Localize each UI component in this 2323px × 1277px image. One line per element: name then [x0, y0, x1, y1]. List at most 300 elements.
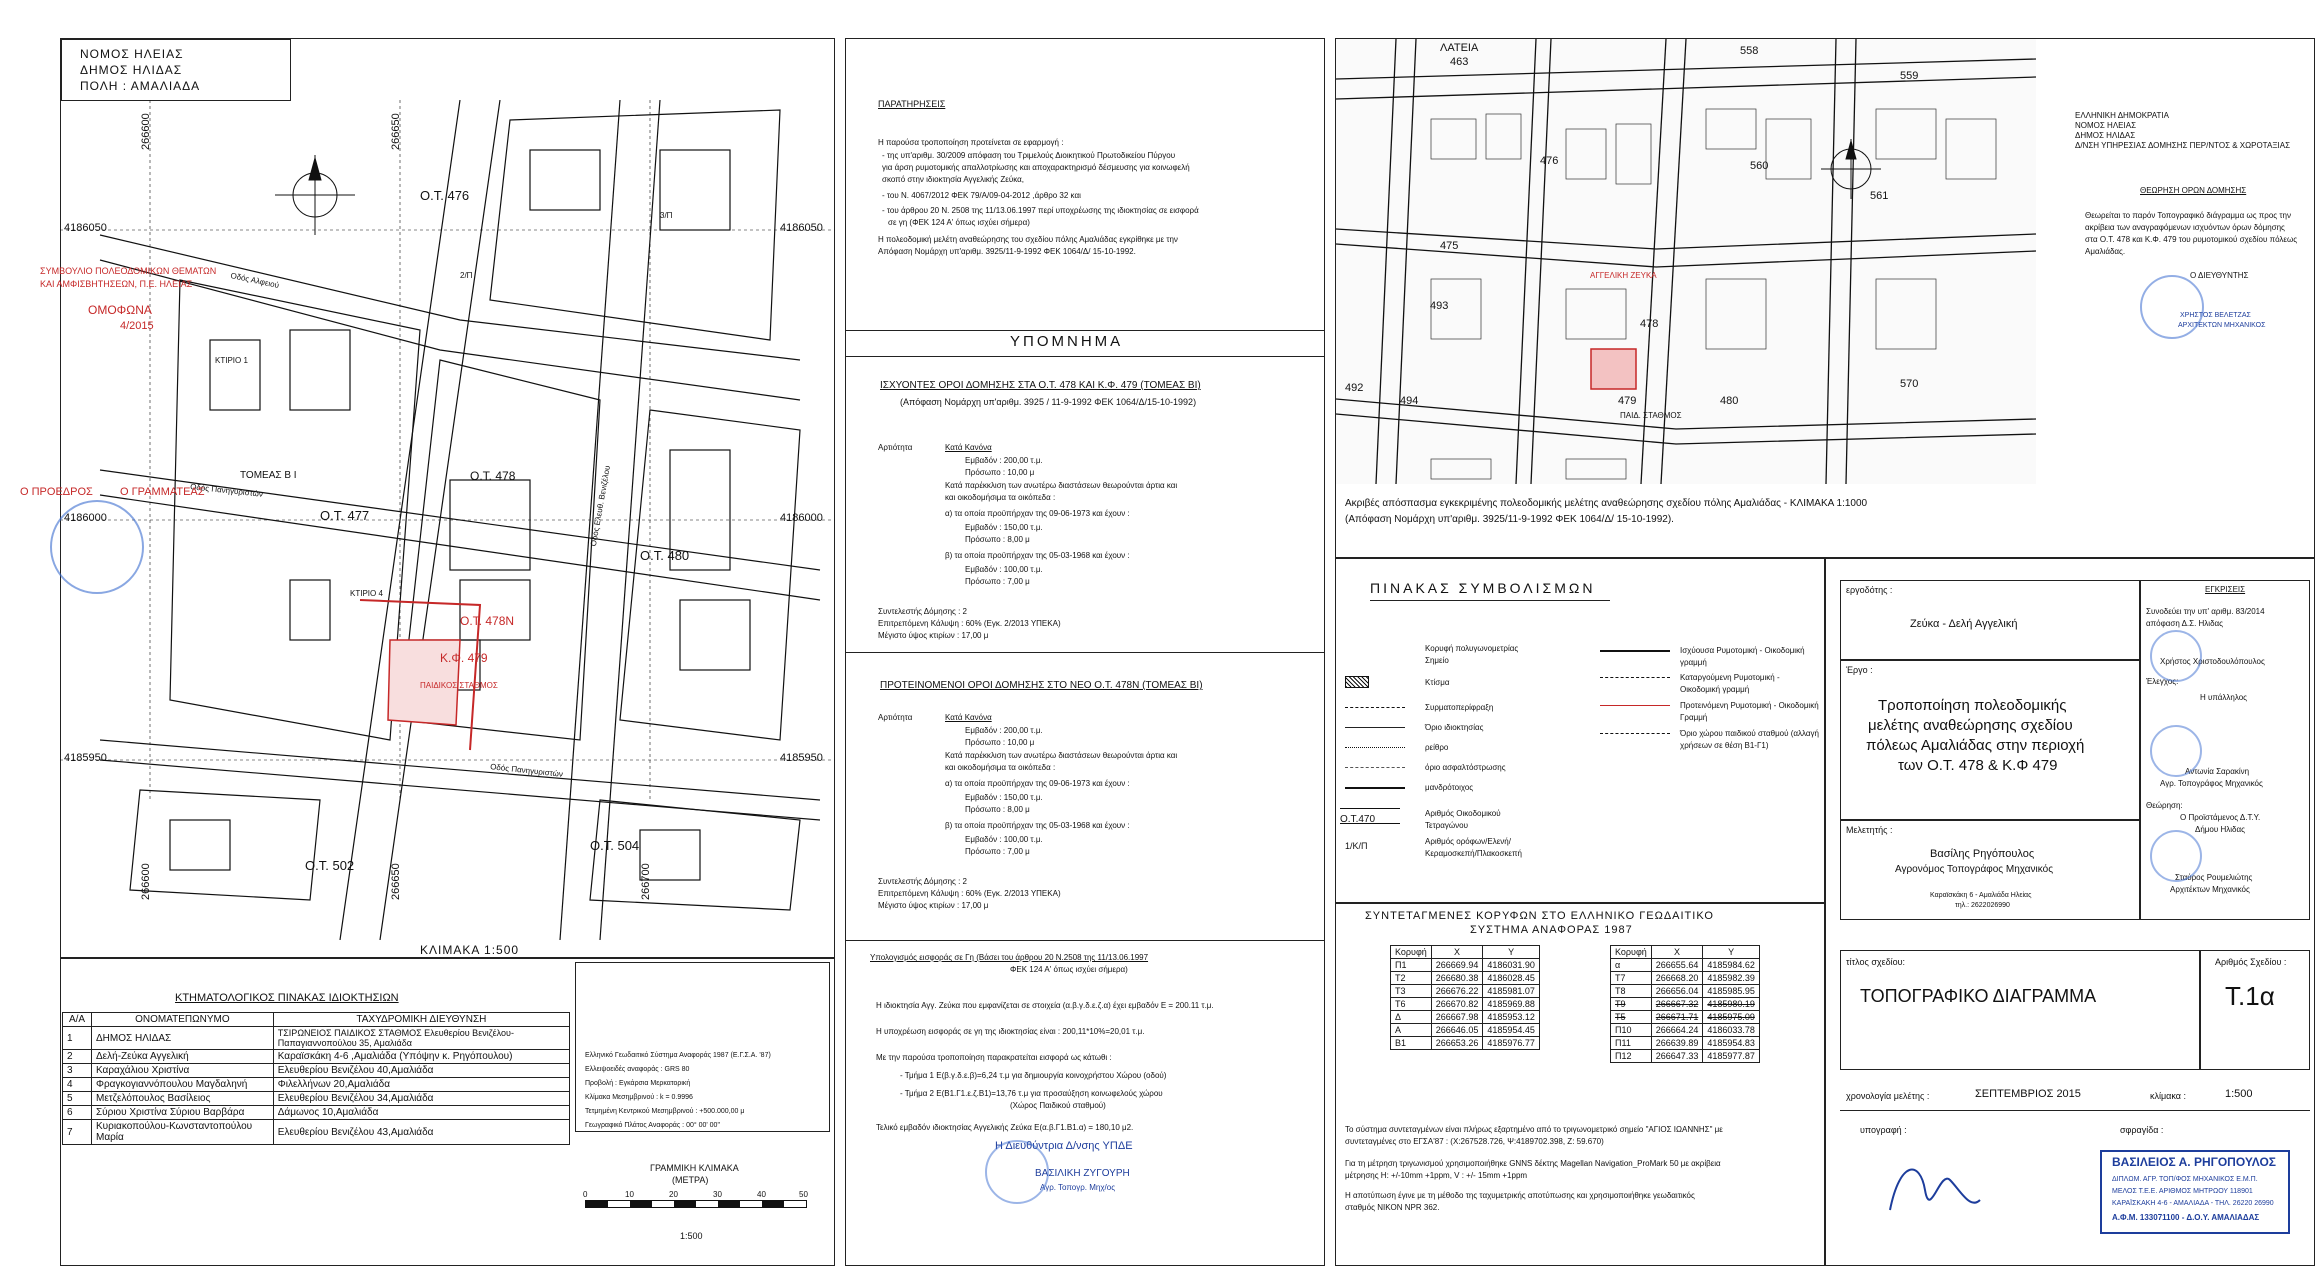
cell: 4185981.07 [1483, 985, 1540, 998]
cell: 4185953.12 [1483, 1011, 1540, 1024]
cell: 266671.71 [1651, 1011, 1703, 1024]
linear-scale-unit: (ΜΕΤΡΑ) [672, 1175, 709, 1185]
proposed-line: Εμβαδόν : 100,00 τ.μ. [965, 835, 1043, 844]
authority-line: ΔΗΜΟΣ ΗΛΙΔΑΣ [2075, 131, 2136, 140]
cell: 266667.98 [1431, 1011, 1483, 1024]
table-row [1391, 998, 1540, 1011]
col-header: Α/Α [63, 1013, 92, 1027]
drawing-title-label: τίτλος σχεδίου: [1846, 957, 1906, 967]
cell: 266667.32 [1651, 998, 1703, 1011]
block-label: Ο.Τ. 478 [470, 469, 516, 483]
table-row [1611, 1050, 1760, 1063]
excerpt-street: ΛΑΤΕΙΑ [1440, 42, 1479, 54]
coords-title: ΣΥΝΤΕΤΑΓΜΕΝΕΣ ΚΟΡΥΦΩΝ ΣΤΟ ΕΛΛΗΝΙΚΟ ΓΕΩΔΑΙΤΙΚΟ [1365, 910, 1714, 922]
contribution-title: Υπολογισμός εισφοράς σε Γη (Βάσει του άρθρου 20 Ν.2508 της 11/13.06.1997 [870, 953, 1149, 962]
symbol-label: Κτίσμα [1425, 678, 1450, 687]
council-stamp: Ο ΓΡΑΜΜΑΤΕΑΣ [120, 486, 205, 498]
map-header-nomos: ΝΟΜΟΣ ΗΛΕΙΑΣ [80, 47, 184, 61]
contribution-line: - Τμήμα 2 Ε(Β1.Γ1.ε.ζ.Β1)=13,76 τ.μ για προσαύξηση κοινωφελούς χώρου [900, 1089, 1163, 1098]
excerpt-block-number: 570 [1900, 378, 1919, 390]
study-date: ΣΕΠΤΕΜΒΡΙΟΣ 2015 [1975, 1088, 2081, 1100]
existing-sub: (Απόφαση Νομάρχη υπ'αριθμ. 3925 / 11-9-1992 ΦΕΚ 1064/Δ/15-10-1992) [900, 397, 1197, 407]
col-header: Κορυφή [1611, 946, 1652, 959]
symbol-building-sample [1345, 676, 1369, 688]
grid-y-label: 4186050 [64, 222, 107, 234]
grid-x-label: 266650 [390, 863, 402, 900]
notes-line: - του άρθρου 20 Ν. 2508 της 11/13.06.1997 περί υποχρέωσης της ιδιοκτησίας σε εισφορά [882, 206, 1199, 215]
block-label: Ο.Τ. 477 [320, 508, 370, 523]
table-row [63, 1106, 570, 1120]
block-label: Ο.Τ. 502 [305, 858, 355, 873]
council-stamp: ΟΜΟΦΩΝΑ [88, 303, 152, 317]
drawing-title-box [1840, 950, 2200, 1070]
kindergarten-label: ΠΑΙΔΙΚΟΣ ΣΤΑΘΜΟΣ [420, 681, 498, 690]
table-header-row [1391, 946, 1540, 959]
approval-line: Ο Προϊστάμενος Δ.Τ.Υ. [2180, 813, 2261, 822]
authority-line: ακρίβεια των αναγραφόμενων ισχυόντων όρων δόμησης [2085, 223, 2285, 232]
designer-title: Αγρονόμος Τοπογράφος Μηχανικός [1895, 864, 2054, 875]
scale-tick: 0 [583, 1190, 588, 1199]
contribution-line: Η ιδιοκτησία Αγγ. Ζεύκα που εμφανίζεται σε στοιχεία (α.β.γ.δ.ε.ζ.α) έχει εμβαδόν Ε = 200.11 τ.μ. [876, 1001, 1214, 1010]
symbol-label: όριο ασφαλτόστρωσης [1425, 763, 1506, 772]
col-header: ΟΝΟΜΑΤΕΠΩΝΥΜΟ [92, 1013, 274, 1027]
table-row [1611, 1024, 1760, 1037]
table-row [1391, 959, 1540, 972]
symbol-label: Προτεινόμενη Ρυμοτομική - Οικοδομική Γραμμή [1680, 701, 1819, 722]
director-signature: ΒΑΣΙΛΙΚΗ ΖΥΓΟΥΡΗ [1035, 1168, 1130, 1179]
col-header: Υ [1703, 946, 1760, 959]
cell: Καραχάλιου Χριστίνα [92, 1064, 274, 1078]
table-row [63, 1027, 570, 1050]
contribution-line: - Τμήμα 1 Ε(β.γ.δ.ε.β)=6,24 τ.μ για δημιουργία κοινοχρήστου Χώρου (οδού) [900, 1071, 1167, 1080]
linear-scale-bar [585, 1200, 807, 1208]
table-row [63, 1078, 570, 1092]
symbols-title: ΠΙΝΑΚΑΣ ΣΥΜΒΟΛΙΣΜΩΝ [1370, 580, 1596, 596]
excerpt-block-number: 558 [1740, 45, 1759, 57]
divider [845, 330, 1325, 331]
cell: 4185980.19 [1703, 998, 1760, 1011]
excerpt-caption: (Απόφαση Νομάρχη υπ'αριθμ. 3925/11-9-1992 ΦΕΚ 1064/Δ/ 15-10-1992). [1345, 514, 1674, 525]
project-label: Έργο : [1846, 665, 1873, 675]
existing-line: Επιτρεπόμενη Κάλυψη : 60% (Εγκ. 2/2013 ΥΠΕΚΑ) [878, 619, 1061, 628]
cell: 266656.04 [1651, 985, 1703, 998]
council-stamp: ΚΑΙ ΑΜΦΙΣΒΗΤΗΣΕΩΝ, Π.Ε. ΗΛΕΙΑΣ [40, 279, 193, 289]
seal-text: ΔΙΠΛΩΜ. ΑΓΡ. ΤΟΠ/ΦΟΣ ΜΗΧΑΝΙΚΟΣ Ε.Μ.Π. [2112, 1176, 2258, 1183]
coords-title: ΣΥΣΤΗΜΑ ΑΝΑΦΟΡΑΣ 1987 [1470, 924, 1633, 936]
col-header: ΤΑΧΥΔΡΟΜΙΚΗ ΔΙΕΥΘΥΝΣΗ [273, 1013, 569, 1027]
proposed-line: Μέγιστο ύψος κτιρίων : 17,00 μ [878, 901, 989, 910]
grid-y-label: 4185950 [780, 752, 823, 764]
cell: Τ6 [1391, 998, 1432, 1011]
table-row [1611, 1011, 1760, 1024]
project-title: μελέτης αναθεώρησης σχεδίου [1868, 717, 2073, 734]
contribution-line: Η υποχρέωση εισφοράς σε γη της ιδιοκτησίας είναι : 200,11*10%=20,01 τ.μ. [876, 1027, 1145, 1036]
excerpt-block-number: 463 [1450, 56, 1469, 68]
symbol-line [1345, 767, 1405, 768]
cell: Καραϊσκάκη 4-6 ,Αμαλιάδα (Υπόψην κ. Ρηγόπουλου) [273, 1050, 569, 1064]
cell: Ελευθερίου Βενιζέλου 40,Αμαλιάδα [273, 1064, 569, 1078]
geodetic-line: Κλίμακα Μεσημβρινού : k = 0.9996 [585, 1094, 693, 1101]
symbol-line [1600, 733, 1670, 734]
proposed-line: Εμβαδόν : 150,00 τ.μ. [965, 793, 1043, 802]
table-row [63, 1120, 570, 1145]
notes-line: - του Ν. 4067/2012 ΦΕΚ 79/Α/09-04-2012 ,άρθρο 32 και [882, 191, 1081, 200]
notes-line: σκοπό στην ιδιοκτησία Αγγελικής Ζεύκα, [882, 175, 1024, 184]
cell: 4185954.45 [1483, 1024, 1540, 1037]
building-label: 2/Π [460, 271, 473, 280]
proposed-line: Πρόσωπο : 8,00 μ [965, 805, 1030, 814]
contribution-title2: ΦΕΚ 124 Α' όπως ισχύει σήμερα) [1010, 965, 1128, 974]
cell: Σύριου Χριστίνα Σύριου Βαρβάρα [92, 1106, 274, 1120]
block-label: Κ.Φ. 479 [440, 651, 488, 665]
authority-line: Αμαλιάδας. [2085, 247, 2126, 256]
proposed-line: Κατά παρέκκλιση των ανωτέρω διαστάσεων θεωρούνται άρτια και [945, 751, 1178, 760]
block-label: Ο.Τ. 476 [420, 188, 470, 203]
notes-line: για άρση ρυμοτομικής απαλλοτρίωσης και αποχαρακτηρισμό δέσμευσης για κοινωφελή [882, 163, 1190, 172]
designer-name: Βασίλης Ρηγόπουλος [1930, 848, 2035, 860]
excerpt-block-number: 560 [1750, 160, 1769, 172]
existing-line: Κατά Κανόνα [945, 443, 992, 452]
client-name: Ζεύκα - Δελή Αγγελική [1910, 618, 2018, 630]
coords-table-left [1390, 945, 1540, 1050]
cell: 266653.26 [1431, 1037, 1483, 1050]
authority-seal [2140, 275, 2204, 339]
cell: Π11 [1611, 1037, 1652, 1050]
table-row [63, 1064, 570, 1078]
symbol-ot-sample [1340, 808, 1400, 824]
symbol-label: Κορυφή πολυγωνομετρίας [1425, 644, 1519, 653]
existing-line: Μέγιστο ύψος κτιρίων : 17,00 μ [878, 631, 989, 640]
cell: Δάμωνος 10,Αμαλιάδα [273, 1106, 569, 1120]
cell: Α [1391, 1024, 1432, 1037]
cell: 4 [63, 1078, 92, 1092]
grid-x-label: 266700 [640, 863, 652, 900]
cell: Τ2 [1391, 972, 1432, 985]
cell: 4185954.83 [1703, 1037, 1760, 1050]
divider [1840, 1110, 2310, 1111]
authority-director-title: ΑΡΧΙΤΕΚΤΩΝ ΜΗΧΑΝΙΚΟΣ [2178, 322, 2266, 329]
symbol-line [1345, 747, 1405, 748]
existing-line: Πρόσωπο : 7,00 μ [965, 577, 1030, 586]
cell: 266655.64 [1651, 959, 1703, 972]
director-signature: Η Διευθύντρια Δ/νσης ΥΠΔΕ [995, 1140, 1133, 1152]
table-row [1391, 1011, 1540, 1024]
grid-x-label: 266650 [390, 113, 402, 150]
table-row [1391, 1024, 1540, 1037]
map-header-poli: ΠΟΛΗ : ΑΜΑΛΙΑΔΑ [80, 79, 201, 93]
col-header: Χ [1651, 946, 1703, 959]
table-header-row [63, 1013, 570, 1027]
scale-tick: 10 [625, 1190, 634, 1199]
linear-scale-title: ΓΡΑΜΜΙΚΗ ΚΛΙΜΑΚΑ [650, 1163, 739, 1173]
cell: 2 [63, 1050, 92, 1064]
seal-text: ΚΑΡΑΪΣΚΑΚΗ 4-6 - ΑΜΑΛΙΑΔΑ - ΤΗΛ. 26220 26990 [2112, 1200, 2274, 1207]
existing-line: Εμβαδόν : 200,00 τ.μ. [965, 456, 1043, 465]
existing-line: Συντελεστής Δόμησης : 2 [878, 607, 968, 616]
divider [1370, 600, 1610, 601]
excerpt-block-number: 493 [1430, 300, 1449, 312]
approvals-title: ΕΓΚΡΙΣΕΙΣ [2205, 585, 2246, 594]
linear-scale-ratio: 1:500 [680, 1231, 703, 1241]
cell: 266646.05 [1431, 1024, 1483, 1037]
designer-signature [1880, 1150, 1990, 1230]
authority-line: ΕΛΛΗΝΙΚΗ ΔΗΜΟΚΡΑΤΙΑ [2075, 111, 2169, 120]
col-header: Υ [1483, 946, 1540, 959]
cell: 7 [63, 1120, 92, 1145]
existing-line: Πρόσωπο : 10,00 μ [965, 468, 1035, 477]
scale-tick: 40 [757, 1190, 766, 1199]
proposed-line: Εμβαδόν : 200,00 τ.μ. [965, 726, 1043, 735]
approval-line: Έλεγχος: [2146, 677, 2179, 686]
seal-label: σφραγίδα : [2120, 1125, 2164, 1135]
authority-director-name: ΧΡΗΣΤΟΣ ΒΕΛΕΤΖΑΣ [2180, 312, 2251, 319]
geodetic-line: Ελληνικό Γεωδαιτικό Σύστημα Αναφοράς 1987 (Ε.Γ.Σ.Α. '87) [585, 1052, 771, 1059]
cell: Ελευθερίου Βενιζέλου 34,Αμαλιάδα [273, 1092, 569, 1106]
council-seal [50, 500, 144, 594]
project-title: Τροποποίηση πολεοδομικής [1878, 697, 2067, 714]
coords-table-right [1610, 945, 1760, 1063]
table-row [1611, 998, 1760, 1011]
symbol-label: Σημείο [1425, 656, 1449, 665]
designer-address: Καραϊσκάκη 6 - Αμαλιάδα Ηλείας [1930, 892, 2032, 899]
approval-line: Δήμου Ηλιδας [2195, 825, 2245, 834]
symbol-label: ρείθρο [1425, 743, 1449, 752]
seal-text: ΒΑΣΙΛΕΙΟΣ Α. ΡΗΓΟΠΟΥΛΟΣ [2112, 1155, 2276, 1169]
proposed-line: Πρόσωπο : 7,00 μ [965, 847, 1030, 856]
table-row [63, 1050, 570, 1064]
grid-y-label: 4185950 [64, 752, 107, 764]
excerpt-map [1336, 39, 2036, 484]
notes-line: Η πολεοδομική μελέτη αναθεώρησης του σχεδίου πόλης Αμαλιάδας εγκρίθηκε με την [878, 235, 1178, 244]
building-label: ΚΤΙΡΙΟ 4 [350, 589, 383, 598]
symbol-label: Αριθμός ορόφων/Ελενή/ Κεραμοσκεπή/Πλακοσκεπή [1425, 837, 1522, 858]
cell: 266647.33 [1651, 1050, 1703, 1063]
proposed-line: α) τα οποία προϋπήρχαν της 09-06-1973 και έχουν : [945, 779, 1130, 788]
cell: Π1 [1391, 959, 1432, 972]
proposed-line: Κατά Κανόνα [945, 713, 992, 722]
scale-tick: 50 [799, 1190, 808, 1199]
existing-line: Κατά παρέκκλιση των ανωτέρω διαστάσεων θεωρούνται άρτια και [945, 481, 1178, 490]
block-label: Ο.Τ. 504 [590, 838, 640, 853]
contribution-line: (Χώρος Παιδικού σταθμού) [1010, 1101, 1106, 1110]
cell: 6 [63, 1106, 92, 1120]
notes-line: Η παρούσα τροποποίηση προτείνεται σε εφαρμογή : [878, 138, 1064, 147]
approval-line: Η υπάλληλος [2200, 693, 2248, 702]
designer-label: Μελετητής : [1846, 825, 1893, 835]
authority-line: στα Ο.Τ. 478 και Κ.Φ. 479 του ρυμοτομικού σχεδίου πόλεως [2085, 235, 2298, 244]
cell: 4185984.62 [1703, 959, 1760, 972]
excerpt-block-number: 561 [1870, 190, 1889, 202]
approval-line: απόφαση Δ.Σ. Ηλιδας [2146, 619, 2224, 628]
geodetic-line: Ελλειψοειδές αναφοράς : GRS 80 [585, 1066, 690, 1073]
block-label: Ο.Τ. 478Ν [460, 614, 515, 628]
cell: 4185969.88 [1483, 998, 1540, 1011]
contribution-line: Τελικό εμβαδόν ιδιοκτησίας Αγγελικής Ζεύκα Ε(α.β.Γ1.Β1.α) = 180,10 μ2. [876, 1123, 1134, 1132]
cell: 266668.20 [1651, 972, 1703, 985]
cell: 1 [63, 1027, 92, 1050]
symbol-line [1345, 727, 1405, 728]
building-label: 3/Π [660, 211, 673, 220]
approval-seal [2150, 630, 2202, 682]
grid-x-label: 266600 [140, 863, 152, 900]
proposed-line: Πρόσωπο : 10,00 μ [965, 738, 1035, 747]
sector-label: ΤΟΜΕΑΣ Β Ι [240, 470, 297, 481]
cell: Δ [1391, 1011, 1432, 1024]
cell: 5 [63, 1092, 92, 1106]
cell: Τ8 [1611, 985, 1652, 998]
designer-phone: τηλ.: 2622026990 [1955, 902, 2010, 909]
cell: Κυριακοπούλου-Κωνσταντοπούλου Μαρία [92, 1120, 274, 1145]
legend-title: ΥΠΟΜΝΗΜΑ [1010, 333, 1124, 350]
cell: 266670.82 [1431, 998, 1483, 1011]
excerpt-block-number: 475 [1440, 240, 1459, 252]
ownership-table [62, 1012, 570, 1145]
approval-line: Χρήστος Χριστοδουλόπουλος [2160, 657, 2265, 666]
cell: Ελευθερίου Βενιζέλου 43,Αμαλιάδα [273, 1120, 569, 1145]
geodetic-line: Γεωγραφικό Πλάτος Αναφοράς : 00° 00' 00" [585, 1122, 720, 1129]
map-scale: ΚΛΙΜΑΚΑ 1:500 [420, 943, 520, 957]
cell: 4185977.87 [1703, 1050, 1760, 1063]
coords-note: μέτρησης Η: +/-10mm +1ppm, V : +/- 15mm +1ppm [1345, 1171, 1528, 1180]
existing-line: Εμβαδόν : 150,00 τ.μ. [965, 523, 1043, 532]
street-label: Οδός Πανηγυριστών [489, 762, 564, 779]
street-label: Οδός Ελευθ. Βενιζέλου [588, 464, 612, 548]
table-row [1611, 985, 1760, 998]
drawing-scale: 1:500 [2225, 1088, 2253, 1100]
divider [845, 652, 1325, 653]
table-row [1391, 972, 1540, 985]
proposed-line: Αρτιότητα [878, 713, 913, 722]
cell: 4185976.77 [1483, 1037, 1540, 1050]
cell: Φιλελλήνων 20,Αμαλιάδα [273, 1078, 569, 1092]
cell: 4186031.90 [1483, 959, 1540, 972]
approval-seal [2150, 725, 2202, 777]
authority-line: Θεωρείται το παρόν Τοπογραφικό διάγραμμα ως προς την [2085, 211, 2291, 220]
scale-tick: 30 [713, 1190, 722, 1199]
table-row [1391, 1037, 1540, 1050]
approval-line: Αρχιτέκτων Μηχανικός [2170, 885, 2250, 894]
cell: Π10 [1611, 1024, 1652, 1037]
authority-line: Δ/ΝΣΗ ΥΠΗΡΕΣΙΑΣ ΔΟΜΗΣΗΣ ΠΕΡ/ΝΤΟΣ & ΧΩΡΟΤΑΞΙΑΣ [2075, 141, 2291, 150]
symbol-label: Όριο χώρου παιδικού σταθμού (αλλαγή χρήσεων σε θέση Β1-Γ1) [1680, 729, 1819, 750]
symbol-line [1600, 705, 1670, 706]
cell: 266664.24 [1651, 1024, 1703, 1037]
excerpt-block-number: 476 [1540, 155, 1559, 167]
cell: Δελή-Ζεύκα Αγγελική [92, 1050, 274, 1064]
excerpt-block-number: 494 [1400, 395, 1419, 407]
grid-y-label: 4186000 [780, 512, 823, 524]
table-row [1611, 959, 1760, 972]
approval-line: Συνοδεύει την υπ' αριθμ. 83/2014 [2146, 607, 2265, 616]
cell: ΔΗΜΟΣ ΗΛΙΔΑΣ [92, 1027, 274, 1050]
street-label: Οδός Πανηγυριστών [189, 482, 264, 499]
existing-line: Εμβαδόν : 100,00 τ.μ. [965, 565, 1043, 574]
cell: 266639.89 [1651, 1037, 1703, 1050]
council-stamp: Ο ΠΡΟΕΔΡΟΣ [20, 486, 93, 498]
table-header-row [1611, 946, 1760, 959]
symbol-label: Συρματοπερίφραξη [1425, 703, 1494, 712]
symbol-label: Ισχύουσα Ρυμοτομική - Οικοδομική γραμμή [1680, 646, 1805, 667]
coords-note: Η αποτύπωση έγινε με τη μέθοδο της ταχυμετρικής αποτύπωσης και χρησιμοποιήθηκε γεωδαιτικός [1345, 1191, 1695, 1200]
coords-note: Για τη μέτρηση τριγωνισμού χρησιμοποιήθηκε GNNS δέκτης Magellan Navigation_ProMark 50 με ακρίβεια [1345, 1159, 1721, 1168]
symbol-line [1345, 707, 1405, 708]
approval-line: Θεώρηση: [2146, 801, 2183, 810]
excerpt-caption: Ακριβές απόσπασμα εγκεκριμένης πολεοδομικής μελέτης αναθεώρησης σχεδίου πόλης Αμαλιάδας - ΚΛΙΜΑΚΑ 1:1000 [1345, 498, 1868, 509]
coords-note: σταθμός NIKON NPR 362. [1345, 1203, 1440, 1212]
excerpt-kindergarten-label: ΠΑΙΔ. ΣΤΑΘΜΟΣ [1620, 411, 1682, 420]
contribution-line: Με την παρούσα τροποποίηση παρακρατείται εισφορά ως κάτωθι : [876, 1053, 1112, 1062]
excerpt-block-number: 492 [1345, 382, 1364, 394]
symbol-line [1600, 650, 1670, 652]
col-header: Χ [1431, 946, 1483, 959]
block-label: Ο.Τ. 480 [640, 548, 690, 563]
ownership-title: ΚΤΗΜΑΤΟΛΟΓΙΚΟΣ ΠΙΝΑΚΑΣ ΙΔΙΟΚΤΗΣΙΩΝ [175, 992, 399, 1004]
table-row [63, 1092, 570, 1106]
notes-line: Απόφαση Νομάρχη υπ'αριθμ. 3925/11-9-1992 ΦΕΚ 1064/Δ/ 15-10-1992. [878, 247, 1136, 256]
col-header: Κορυφή [1391, 946, 1432, 959]
cell: 266669.94 [1431, 959, 1483, 972]
director-seal [985, 1140, 1049, 1204]
building-label: ΚΤΙΡΙΟ 1 [215, 356, 248, 365]
scale-label: κλίμακα : [2150, 1091, 2186, 1101]
geodetic-line: Προβολή : Εγκάρσια Μερκατορική [585, 1080, 691, 1087]
cell: Φραγκογιαννόπουλου Μαγδαληνή [92, 1078, 274, 1092]
approval-line: Αγρ. Τοπογράφος Μηχανικός [2160, 779, 2263, 788]
project-title: των Ο.Τ. 478 & Κ.Φ 479 [1898, 757, 2058, 774]
existing-line: α) τα οποία προϋπήρχαν της 09-06-1973 και έχουν : [945, 509, 1130, 518]
table-row [1611, 972, 1760, 985]
date-label: χρονολογία μελέτης : [1846, 1091, 1930, 1101]
symbol-label: Όριο ιδιοκτησίας [1425, 723, 1484, 732]
authority-line: ΝΟΜΟΣ ΗΛΕΙΑΣ [2075, 121, 2137, 130]
cell: 3 [63, 1064, 92, 1078]
notes-line: - της υπ'αριθμ. 30/2009 απόφαση του Τριμελούς Διοικητικού Πρωτοδικείου Πύργου [882, 151, 1176, 160]
excerpt-block-number: 480 [1720, 395, 1739, 407]
cell: ΤΣΙΡΩΝΕΙΟΣ ΠΑΙΔΙΚΟΣ ΣΤΑΘΜΟΣ Ελευθερίου Βενιζέλου- Παπαγιαννοπούλου 35, Αμαλιάδα [273, 1027, 569, 1050]
cell: 266680.38 [1431, 972, 1483, 985]
existing-line: Αρτιότητα [878, 443, 913, 452]
divider [845, 356, 1325, 357]
director-signature: Αγρ. Τοπογρ. Μηχ/ος [1040, 1183, 1116, 1192]
proposed-line: και οικοδομήσιμα τα οικόπεδα : [945, 763, 1056, 772]
cell: 266676.22 [1431, 985, 1483, 998]
symbol-label: Καταργούμενη Ρυμοτομική - Οικοδομική γραμμή [1680, 673, 1780, 694]
map-header-dimos: ΔΗΜΟΣ ΗΛΙΔΑΣ [80, 63, 183, 77]
existing-line: β) τα οποία προϋπήρχαν της 05-03-1968 και έχουν : [945, 551, 1130, 560]
signature-label: υπογραφή : [1860, 1125, 1907, 1135]
scale-tick: 20 [669, 1190, 678, 1199]
cell: 4186033.78 [1703, 1024, 1760, 1037]
geodetic-line: Τετμημένη Κεντρικού Μεσημβρινού : +500.000,00 μ [585, 1108, 745, 1115]
excerpt-block-number: 478 [1640, 318, 1659, 330]
council-stamp: 4/2015 [120, 320, 154, 332]
proposed-line: β) τα οποία προϋπήρχαν της 05-03-1968 και έχουν : [945, 821, 1130, 830]
approval-line: Αντωνία Σαρακίνη [2185, 767, 2250, 776]
coords-note: Το σύστημα συντεταγμένων είναι πλήρως εξαρτημένο από το τριγωνομετρικό σημείο "ΑΓΙΟΣ ΙΩΑΝΝΗΣ" με [1345, 1125, 1723, 1134]
symbol-line [1600, 677, 1670, 678]
project-title: πόλεως Αμαλιάδας στην περιοχή [1866, 737, 2085, 754]
cell: Τ7 [1611, 972, 1652, 985]
site-plan [60, 100, 835, 940]
cell: 4185975.09 [1703, 1011, 1760, 1024]
authority-director: Ο ΔΙΕΥΘΥΝΤΗΣ [2190, 271, 2249, 280]
grid-y-label: 4186050 [780, 222, 823, 234]
cell: 4185982.39 [1703, 972, 1760, 985]
existing-title: ΙΣΧΥΟΝΤΕΣ ΟΡΟΙ ΔΟΜΗΣΗΣ ΣΤΑ Ο.Τ. 478 ΚΑΙ Κ.Φ. 479 (ΤΟΜΕΑΣ ΒΙ) [880, 380, 1201, 391]
excerpt-block-number: 479 [1618, 395, 1637, 407]
client-label: εργοδότης : [1846, 585, 1893, 595]
cell: 4186028.45 [1483, 972, 1540, 985]
